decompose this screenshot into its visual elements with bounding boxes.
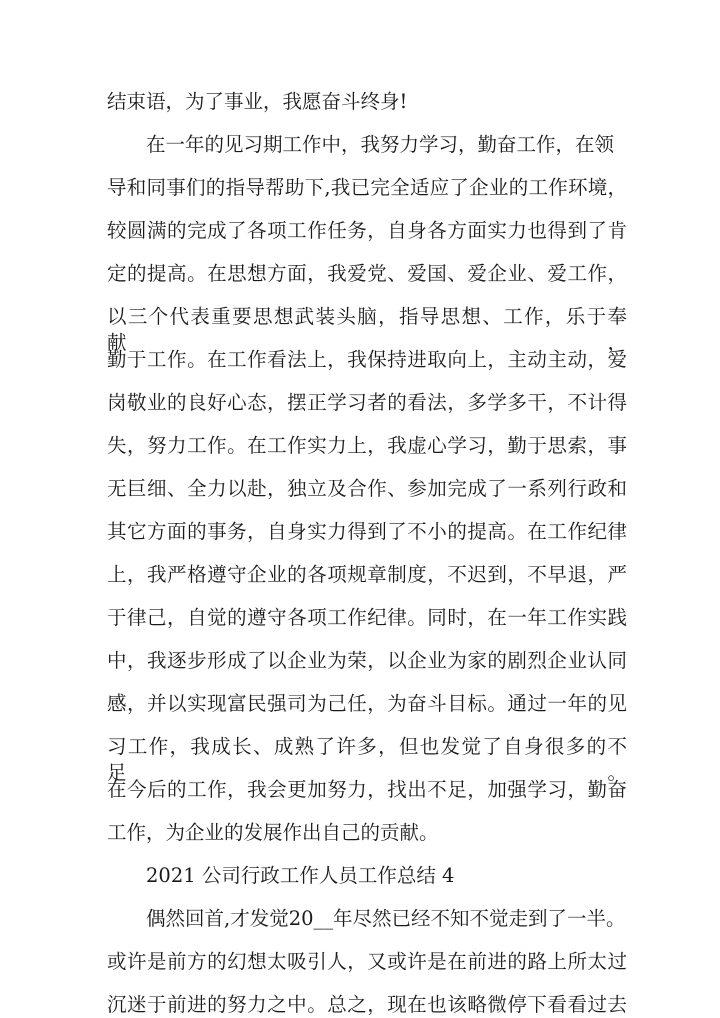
paragraph-line: 无巨细、全力以赴，独立及合作、参加完成了一系列行政和 (107, 477, 627, 500)
paragraph-line: 较圆满的完成了各项工作任务，自身各方面实力也得到了肯 (107, 219, 627, 242)
paragraph-line: 上，我严格遵守企业的各项规章制度，不迟到，不早退，严 (107, 563, 627, 586)
paragraph-line: 在今后的工作，我会更加努力，找出不足，加强学习，勤奋 (107, 778, 627, 801)
closing-line: 结束语，为了事业，我愿奋斗终身! (107, 90, 408, 113)
paragraph-line: 定的提高。在思想方面，我爱党、爱国、爱企业、爱工作， (107, 262, 627, 285)
section-heading: 2021 公司行政工作人员工作总结 4 (146, 864, 455, 887)
paragraph-line: 失，努力工作。在工作实力上，我虚心学习，勤于思索，事 (107, 434, 627, 457)
paragraph-line: 偶然回首,才发觉20__年尽然已经不知不觉走到了一半。 (146, 907, 626, 930)
paragraph-line: 于律己，自觉的遵守各项工作纪律。同时，在一年工作实践 (107, 606, 627, 629)
paragraph-line: 工作，为企业的发展作出自己的贡献。 (107, 821, 439, 844)
paragraph-line: 中，我逐步形成了以企业为荣，以企业为家的剧烈企业认同 (107, 649, 627, 672)
paragraph-line: 其它方面的事务，自身实力得到了不小的提高。在工作纪律 (107, 520, 627, 543)
paragraph-line: 在一年的见习期工作中，我努力学习，勤奋工作，在领 (146, 133, 615, 156)
paragraph-line: 岗敬业的良好心态，摆正学习者的看法，多学多干，不计得 (107, 391, 627, 414)
paragraph-line: 沉迷于前进的努力之中。总之，现在也该略微停下看看过去 (107, 993, 627, 1016)
paragraph-line: 或许是前方的幻想太吸引人，又或许是在前进的路上所太过 (107, 950, 627, 973)
paragraph-line: 勤于工作。在工作看法上，我保持进取向上，主动主动，爱 (107, 348, 627, 371)
paragraph-line: 习工作，我成长、成熟了许多，但也发觉了自身很多的不足。 (107, 735, 627, 784)
paragraph-line: 以三个代表重要思想武装头脑，指导思想、工作，乐于奉献， (107, 305, 627, 354)
paragraph-line: 感，并以实现富民强司为己任，为奋斗目标。通过一年的见 (107, 692, 627, 715)
paragraph-line: 导和同事们的指导帮助下,我已完全适应了企业的工作环境， (107, 176, 627, 199)
